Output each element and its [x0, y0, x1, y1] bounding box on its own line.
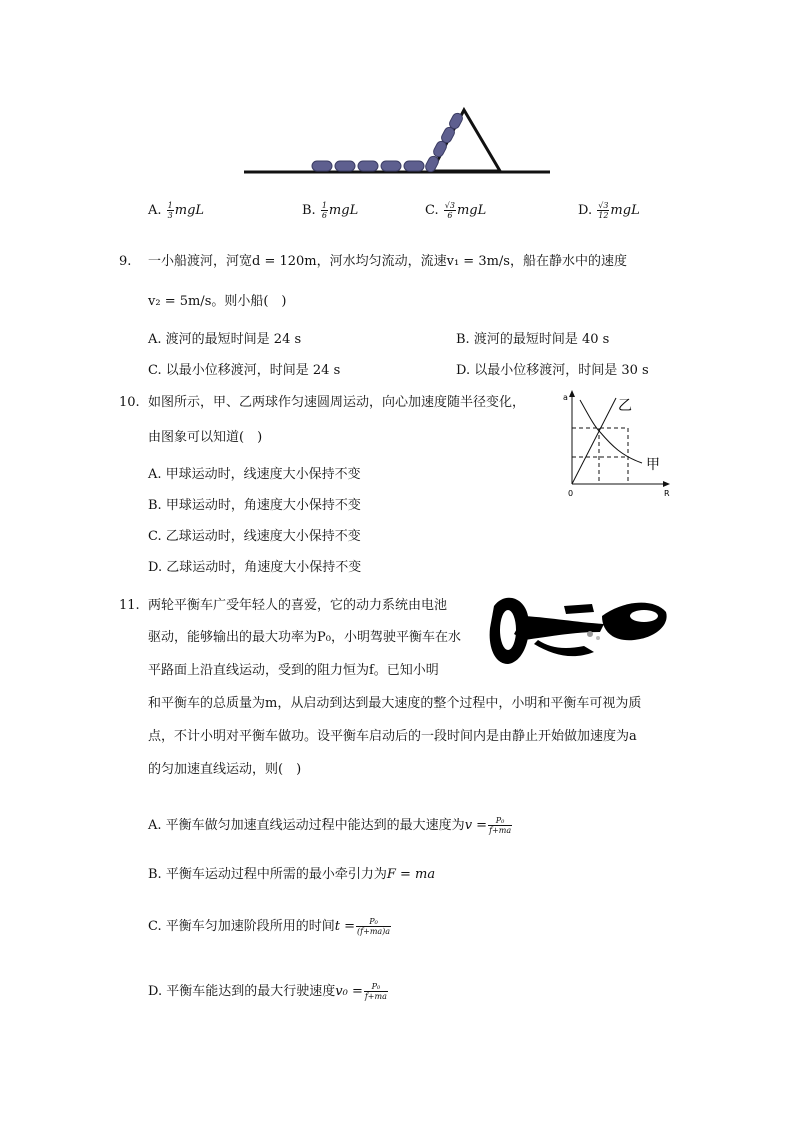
q10-option-b[interactable]: B. 甲球运动时，角速度大小保持不变 — [148, 498, 361, 513]
chain-block — [358, 161, 378, 171]
label-jia: 甲 — [646, 457, 660, 473]
q9-option-c[interactable]: C. 以最小位移渡河，时间是 24 s — [148, 363, 341, 378]
q11-stem-line1: 两轮平衡车广受年轻人的喜爱，它的动力系统由电池 — [148, 598, 448, 613]
q10-option-d[interactable]: D. 乙球运动时，角速度大小保持不变 — [148, 560, 362, 575]
q11-option-c[interactable]: C. 平衡车匀加速阶段所用的时间t = $\frac{\text{P₀}}{(f+ma)a}$ — [148, 917, 391, 936]
curve-yi-line — [572, 398, 616, 484]
q10-stem-line1: 如图所示，甲、乙两球作匀速圆周运动，向心加速度随半径变化， — [148, 395, 526, 410]
q8-option-d[interactable]: D. $\frac{√3}{12}$ mgL — [578, 201, 640, 220]
hoverboard-image — [484, 586, 674, 672]
origin-label: 0 — [568, 489, 574, 498]
chain-block — [335, 161, 355, 171]
q10-option-c[interactable]: C. 乙球运动时，线速度大小保持不变 — [148, 529, 361, 544]
chain-block — [404, 161, 424, 171]
label-yi: 乙 — [618, 398, 632, 414]
y-axis-arrow — [569, 390, 575, 397]
q9-stem-line2: v₂ = 5m/s。则小船( ) — [148, 294, 287, 309]
q8-option-a[interactable]: A. $\frac{1}{3}$ mgL — [148, 201, 205, 220]
x-axis-arrow — [663, 481, 670, 487]
chain-block — [381, 161, 401, 171]
q11-option-d[interactable]: D. 平衡车能达到的最大行驶速度v₀ = $\frac{\text{P₀}}{f+ma}$ — [148, 982, 387, 1001]
q10-number: 10. — [119, 395, 140, 410]
y-axis-label: a — [563, 393, 568, 402]
q11-stem-line5: 点，不计小明对平衡车做功。设平衡车启动后的一段时间内是由静止开始做加速度为a — [148, 729, 637, 744]
q11-stem-line2: 驱动，能够输出的最大功率为P₀，小明驾驶平衡车在水 — [148, 630, 461, 645]
q11-stem-line3: 平路面上沿直线运动，受到的阻力恒为f。已知小明 — [148, 663, 439, 678]
q9-number: 9. — [119, 254, 132, 269]
q11-stem-line4: 和平衡车的总质量为m，从启动到达到最大速度的整个过程中，小明和平衡车可视为质 — [148, 696, 642, 711]
q8-option-c[interactable]: C. $\frac{√3}{6}$ mgL — [425, 201, 487, 220]
q9-stem-line1: 一小船渡河，河宽d = 120m，河水均匀流动，流速v₁ = 3m/s，船在静水中的速度 — [148, 254, 627, 269]
q10-option-a[interactable]: A. 甲球运动时，线速度大小保持不变 — [148, 467, 361, 482]
hoverboard-right-wheel — [602, 603, 667, 641]
q8-option-b[interactable]: B. $\frac{1}{6}$ mgL — [302, 201, 359, 220]
q9-option-a[interactable]: A. 渡河的最短时间是 24 s — [148, 332, 302, 347]
chain-on-incline-figure — [238, 100, 558, 180]
chain-block — [312, 161, 332, 171]
x-axis-label: R — [664, 489, 670, 498]
q11-number: 11. — [119, 598, 140, 613]
q10-a-vs-r-graph — [558, 386, 678, 500]
q11-option-b[interactable]: B. 平衡车运动过程中所需的最小牵引力为F = ma — [148, 867, 436, 882]
q9-option-b[interactable]: B. 渡河的最短时间是 40 s — [456, 332, 610, 347]
q11-stem-line6: 的匀加速直线运动，则( ) — [148, 762, 302, 777]
q9-option-d[interactable]: D. 以最小位移渡河，时间是 30 s — [456, 363, 649, 378]
curve-jia — [580, 400, 642, 463]
q10-stem-line2: 由图象可以知道( ) — [148, 430, 263, 445]
q11-option-a[interactable]: A. 平衡车做匀加速直线运动过程中能达到的最大速度为v = $\frac{\text{P₀}}{f+ma}$ — [148, 816, 512, 835]
